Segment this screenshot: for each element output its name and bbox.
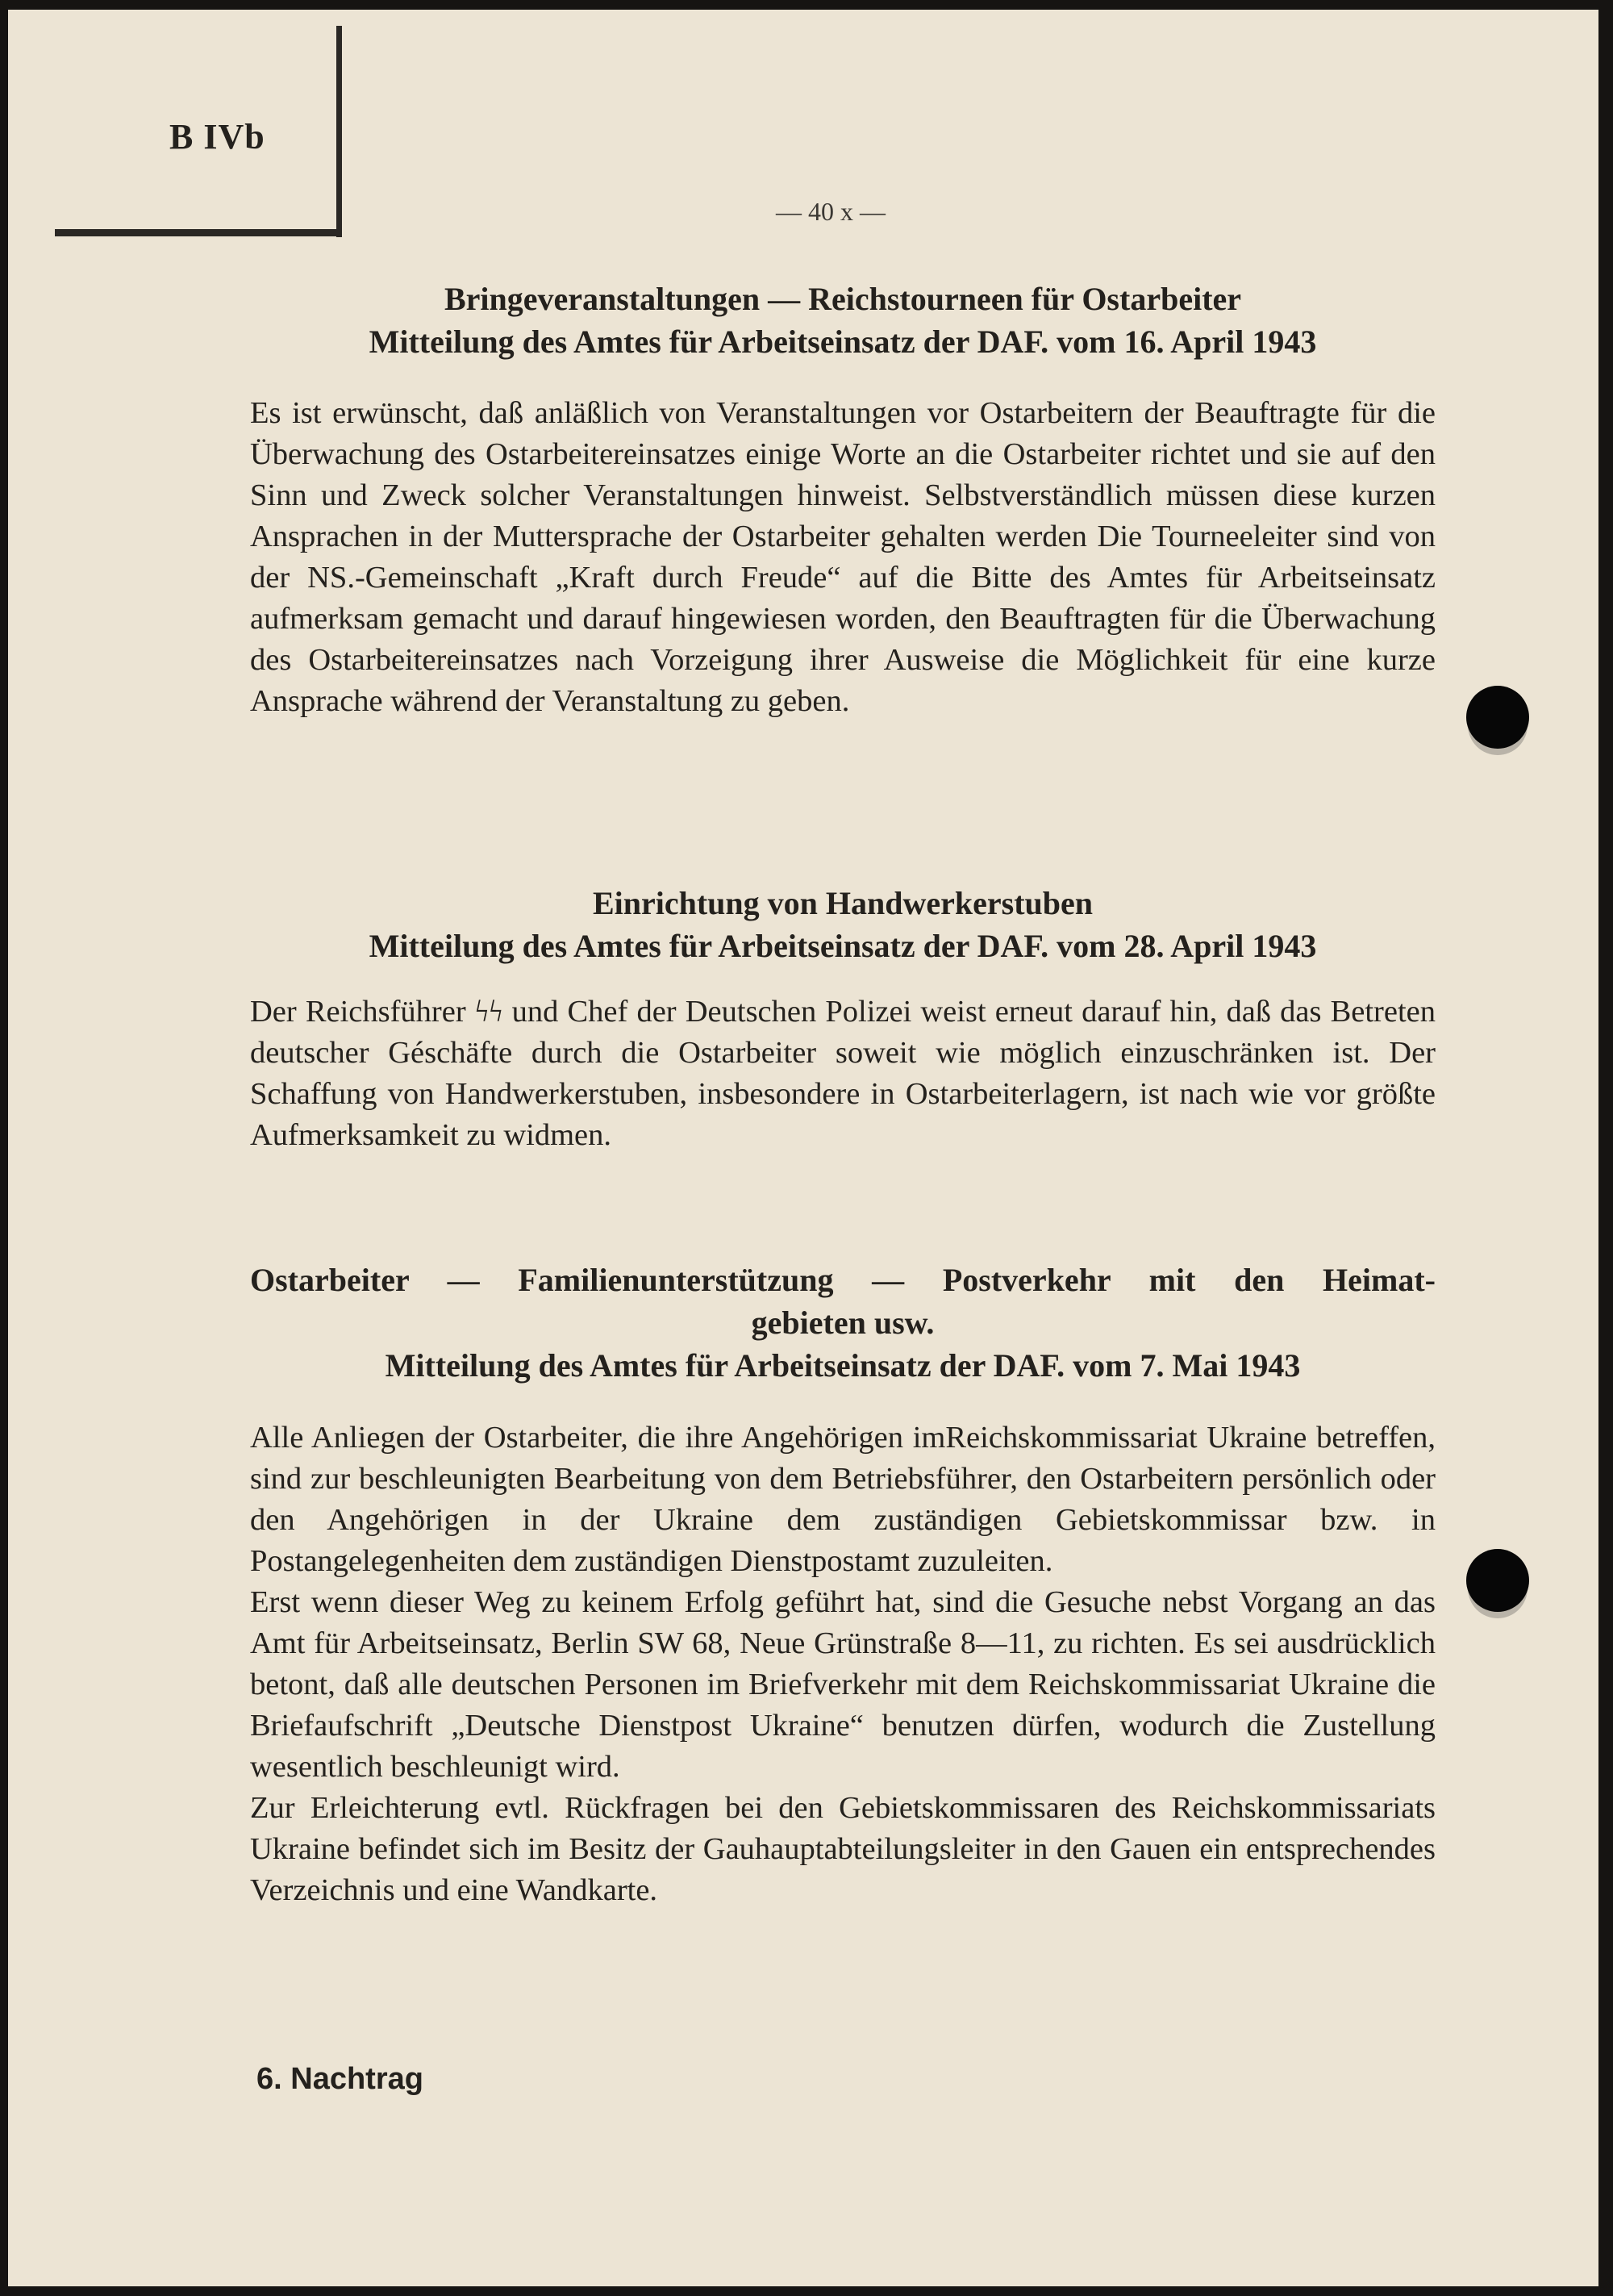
punch-hole-lower bbox=[1466, 1549, 1529, 1612]
section-3 bbox=[250, 1259, 1436, 1387]
section-3-paragraph-2: Erst wenn dieser Weg zu keinem Erfolg geführt hat, sind die Gesuche nebst Vorgang an das Amt für Arbeitseinsatz, Berlin SW 68, Neue Grünstraße 8—11, zu richten. Es sei ausdrücklich betont, daß alle deutschen Personen im Briefverkehr mit dem Reichskommissariat Ukraine die Briefaufschrift „Deutsche Dienstpost Ukraine“ benutzen dürfen, wodurch die Zustellung wesentlich beschleunigt wird. bbox=[250, 1585, 1436, 1784]
section-1-subtitle: Mitteilung des Amtes für Arbeitseinsatz der DAF. vom 16. April 1943 bbox=[369, 324, 1317, 360]
page-number: — 40 x — bbox=[776, 197, 886, 226]
section-3-title-line-1: Ostarbeiter — Familienunterstützung — Postverkehr mit den Heimat- bbox=[250, 1262, 1436, 1298]
section-3-body bbox=[250, 1417, 1436, 1911]
section-3-subtitle: Mitteilung des Amtes für Arbeitseinsatz der DAF. vom 7. Mai 1943 bbox=[385, 1347, 1301, 1384]
section-marker: B IVb bbox=[169, 117, 265, 157]
section-2-title: Einrichtung von Handwerkerstuben bbox=[592, 885, 1094, 921]
section-1-paragraph: Es ist erwünscht, daß anläßlich von Veranstaltungen vor Ostarbeitern der Beauftragte für die Überwachung des Ostarbeitereinsatzes einige Worte an die Ostarbeiter richtet und sie auf den Sinn und Zweck solcher Veranstaltungen hinweist. Selbstverständlich müssen diese kurzen Ansprachen in der Muttersprache der Ostarbeiter gehalten werden Die Tourneeleiter sind von der NS.-Gemeinschaft „Kraft durch Freude“ auf die Bitte des Amtes für Arbeitseinsatz aufmerksam gemacht und darauf hingewiesen worden, den Beauftragten für die Überwachung des Ostarbeitereinsatzes nach Vorzeigung ihrer Ausweise die Möglichkeit für eine kurze Ansprache während der Veranstaltung zu geben. bbox=[250, 396, 1436, 718]
corner-frame-horizontal bbox=[55, 229, 342, 236]
section-3-title-line-2: gebieten usw. bbox=[751, 1305, 935, 1341]
section-3-paragraph-3: Zur Erleichterung evtl. Rückfragen bei den Gebietskommissaren des Reichskommissariats Ukraine befindet sich im Besitz der Gauhauptabteilungsleiter in den Gauen ein entsprechendes Verzeichnis und eine Wandkarte. bbox=[250, 1791, 1436, 1907]
section-1-title: Bringeveranstaltungen — Reichstourneen für Ostarbeiter bbox=[444, 281, 1242, 317]
supplement-label: 6. Nachtrag bbox=[256, 2062, 423, 2096]
document-page bbox=[8, 10, 1598, 2286]
section-1-body bbox=[250, 393, 1436, 722]
section-2-body bbox=[250, 991, 1436, 1156]
section-2 bbox=[250, 882, 1436, 967]
section-1 bbox=[250, 278, 1436, 363]
section-2-subtitle: Mitteilung des Amtes für Arbeitseinsatz der DAF. vom 28. April 1943 bbox=[369, 928, 1317, 964]
section-3-paragraph-1: Alle Anliegen der Ostarbeiter, die ihre Angehörigen imReichskommissariat Ukraine betreffen, sind zur beschleunigten Bearbeitung von dem Betriebsführer, den Ostarbeitern persönlich oder den Angehörigen in der Ukraine dem zuständigen Gebietskommissar bzw. in Postangelegenheiten dem zuständigen Dienstpostamt zuzuleiten. bbox=[250, 1421, 1436, 1578]
punch-hole-upper bbox=[1466, 686, 1529, 749]
section-2-paragraph: Der Reichsführer ϟϟ und Chef der Deutschen Polizei weist erneut darauf hin, daß das Betreten deutscher Géschäfte durch die Ostarbeiter soweit wie möglich einzuschränken ist. Der Schaffung von Handwerkerstuben, insbesondere in Ostarbeiterlagern, ist nach wie vor größte Aufmerksamkeit zu widmen. bbox=[250, 995, 1436, 1152]
